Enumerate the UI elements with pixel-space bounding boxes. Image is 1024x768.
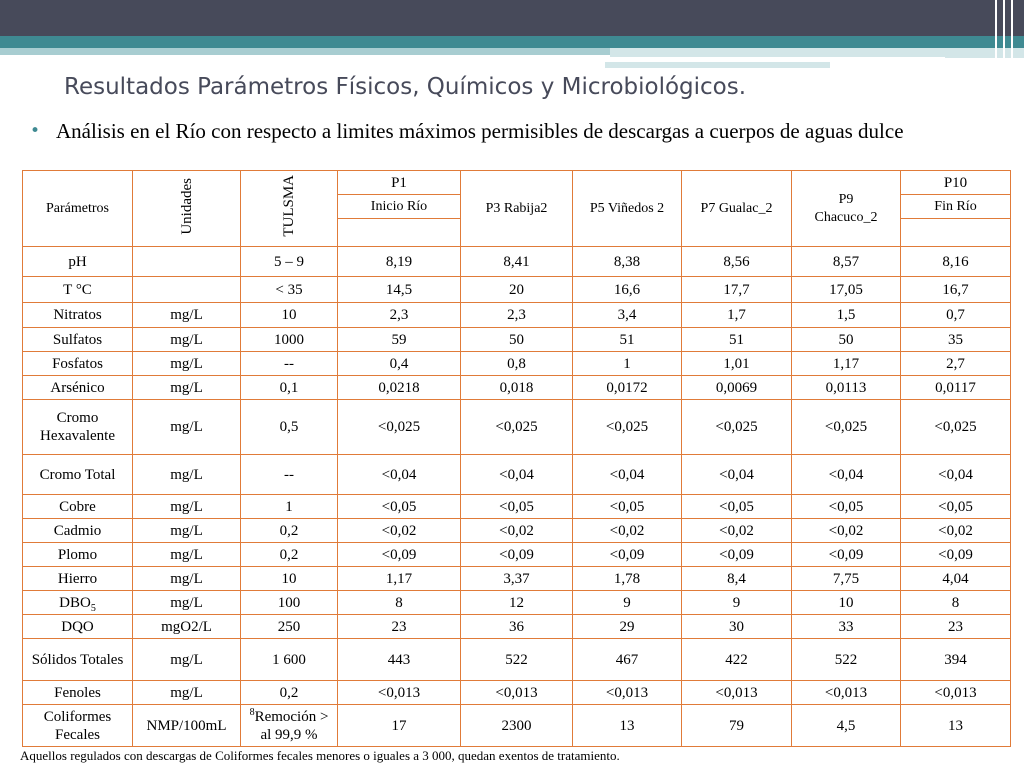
cell-value: 8,56	[682, 247, 792, 277]
cell-unit: mg/L	[133, 376, 241, 400]
cell-parameter: DQO	[23, 615, 133, 639]
accent-stripe-light-2	[605, 62, 830, 68]
cell-value: <0,04	[338, 455, 461, 495]
decor-line	[995, 0, 997, 72]
cell-parameter: Cromo Hexavalente	[23, 400, 133, 455]
cell-parameter: Cobre	[23, 495, 133, 519]
cell-value: 1,01	[682, 352, 792, 376]
table-row	[23, 567, 1011, 591]
cell-value: 16,6	[573, 277, 682, 303]
cell-parameter: Nitratos	[23, 303, 133, 328]
limit-superscript: 8	[249, 706, 255, 718]
cell-parameter: Plomo	[23, 543, 133, 567]
cell-value: <0,04	[792, 455, 901, 495]
cell-limit: < 35	[241, 277, 338, 303]
cell-value: 50	[792, 328, 901, 352]
cell-value: <0,09	[682, 543, 792, 567]
cell-limit: 100	[241, 591, 338, 615]
cell-limit: $^8$Remoción > al 99,9 %	[241, 705, 338, 747]
cell-limit: --	[241, 352, 338, 376]
cell-value: 1,7	[682, 303, 792, 328]
cell-unit: mg/L	[133, 352, 241, 376]
cell-value: 14,5	[338, 277, 461, 303]
cell-value: 20	[461, 277, 573, 303]
cell-value: 7,75	[792, 567, 901, 591]
cell-value: <0,013	[338, 681, 461, 705]
cell-value: 0,018	[461, 376, 573, 400]
cell-parameter: Cadmio	[23, 519, 133, 543]
table-row	[23, 681, 1011, 705]
table-row	[23, 591, 1011, 615]
header-p5: P5 Viñedos 2	[573, 171, 682, 247]
cell-unit: mg/L	[133, 303, 241, 328]
cell-unit: mg/L	[133, 681, 241, 705]
cell-value: 1,78	[573, 567, 682, 591]
cell-value: <0,025	[461, 400, 573, 455]
cell-value: 17	[338, 705, 461, 747]
cell-value: 1,5	[792, 303, 901, 328]
table-row	[23, 376, 1011, 400]
cell-value: 59	[338, 328, 461, 352]
cell-value: 4,5	[792, 705, 901, 747]
table-row	[23, 303, 1011, 328]
cell-value: 30	[682, 615, 792, 639]
cell-limit: 0,2	[241, 519, 338, 543]
cell-value: 2300	[461, 705, 573, 747]
cell-value: 8,4	[682, 567, 792, 591]
cell-parameter: Coliformes Fecales	[23, 705, 133, 747]
cell-parameter: Sólidos Totales	[23, 639, 133, 681]
cell-value: 13	[901, 705, 1011, 747]
cell-unit	[133, 277, 241, 303]
cell-value: 51	[573, 328, 682, 352]
cell-unit: mg/L	[133, 543, 241, 567]
cell-limit: 10	[241, 303, 338, 328]
cell-parameter: $DBO_5$	[23, 591, 133, 615]
table-row	[23, 247, 1011, 277]
cell-value: 13	[573, 705, 682, 747]
header-empty	[338, 219, 461, 247]
cell-value: 9	[573, 591, 682, 615]
cell-value: 1,17	[338, 567, 461, 591]
cell-value: 8,38	[573, 247, 682, 277]
table-row	[23, 400, 1011, 455]
cell-parameter: Hierro	[23, 567, 133, 591]
cell-value: <0,02	[338, 519, 461, 543]
cell-limit: 1	[241, 495, 338, 519]
cell-value: <0,05	[573, 495, 682, 519]
cell-value: <0,02	[461, 519, 573, 543]
cell-value: <0,04	[461, 455, 573, 495]
cell-unit: mg/L	[133, 639, 241, 681]
cell-value: 0,4	[338, 352, 461, 376]
table-row	[23, 519, 1011, 543]
accent-band	[0, 36, 1024, 48]
table-row	[23, 328, 1011, 352]
cell-limit: 5 – 9	[241, 247, 338, 277]
cell-value: <0,02	[573, 519, 682, 543]
cell-value: <0,025	[573, 400, 682, 455]
cell-value: 8,16	[901, 247, 1011, 277]
cell-limit: 0,2	[241, 681, 338, 705]
table-row	[23, 705, 1011, 747]
header-p9-sub: Chacuco_2	[814, 209, 878, 225]
cell-unit: mg/L	[133, 519, 241, 543]
header-p1-sub: Inicio Río	[338, 195, 461, 219]
table-row	[23, 639, 1011, 681]
bullet-marker: •	[30, 121, 41, 141]
cell-value: <0,02	[901, 519, 1011, 543]
cell-unit	[133, 247, 241, 277]
cell-parameter: T °C	[23, 277, 133, 303]
cell-value: <0,05	[901, 495, 1011, 519]
header-p9-label: P9	[838, 191, 854, 207]
cell-value: <0,025	[338, 400, 461, 455]
cell-value: 8,41	[461, 247, 573, 277]
cell-value: 10	[792, 591, 901, 615]
cell-value: <0,02	[792, 519, 901, 543]
cell-value: 16,7	[901, 277, 1011, 303]
accent-gap	[605, 57, 945, 61]
cell-value: 422	[682, 639, 792, 681]
cell-value: <0,05	[682, 495, 792, 519]
cell-limit: 0,1	[241, 376, 338, 400]
cell-value: 51	[682, 328, 792, 352]
cell-value: <0,025	[792, 400, 901, 455]
cell-value: 35	[901, 328, 1011, 352]
decor-line	[1003, 0, 1005, 72]
cell-value: 0,0172	[573, 376, 682, 400]
cell-value: 3,37	[461, 567, 573, 591]
cell-value: <0,02	[682, 519, 792, 543]
cell-value: 17,05	[792, 277, 901, 303]
cell-limit: --	[241, 455, 338, 495]
cell-value: <0,09	[573, 543, 682, 567]
results-table	[22, 170, 1011, 747]
cell-value: <0,09	[461, 543, 573, 567]
cell-value: 23	[338, 615, 461, 639]
header-p10-sub: Fin Río	[901, 195, 1011, 219]
cell-value: <0,09	[901, 543, 1011, 567]
cell-value: 2,3	[338, 303, 461, 328]
decor-line	[1011, 0, 1013, 72]
cell-value: 0,7	[901, 303, 1011, 328]
cell-value: <0,013	[573, 681, 682, 705]
param-subscript: 5	[90, 602, 96, 614]
cell-value: <0,09	[338, 543, 461, 567]
cell-limit: 10	[241, 567, 338, 591]
cell-parameter: pH	[23, 247, 133, 277]
cell-value: 394	[901, 639, 1011, 681]
cell-value: <0,025	[682, 400, 792, 455]
accent-stripe	[0, 48, 610, 55]
cell-value: 2,3	[461, 303, 573, 328]
cell-value: <0,05	[338, 495, 461, 519]
cell-unit: mg/L	[133, 455, 241, 495]
cell-value: 50	[461, 328, 573, 352]
slide-title: Resultados Parámetros Físicos, Químicos y Microbiológicos.	[64, 74, 747, 100]
cell-value: 2,7	[901, 352, 1011, 376]
cell-value: 0,0218	[338, 376, 461, 400]
header-empty	[901, 219, 1011, 247]
cell-value: 36	[461, 615, 573, 639]
header-p1: P1	[338, 171, 461, 195]
cell-value: <0,04	[573, 455, 682, 495]
cell-value: 1	[573, 352, 682, 376]
header-p10: P10	[901, 171, 1011, 195]
cell-value: <0,013	[792, 681, 901, 705]
header-unidades: Unidades	[133, 171, 241, 247]
cell-value: <0,025	[901, 400, 1011, 455]
cell-value: 0,0117	[901, 376, 1011, 400]
cell-value: <0,013	[682, 681, 792, 705]
cell-value: 33	[792, 615, 901, 639]
header-parametros: Parámetros	[23, 171, 133, 247]
cell-unit: mg/L	[133, 567, 241, 591]
cell-value: 8,57	[792, 247, 901, 277]
cell-value: 17,7	[682, 277, 792, 303]
footnote: Aquellos regulados con descargas de Coliformes fecales menores o iguales a 3 000, quedan exentos de tratamiento.	[20, 748, 620, 763]
cell-value: 467	[573, 639, 682, 681]
cell-value: <0,05	[461, 495, 573, 519]
cell-value: 9	[682, 591, 792, 615]
cell-value: <0,05	[792, 495, 901, 519]
bullet-text: Análisis en el Río con respecto a limites máximos permisibles de descargas a cuerpos de aguas dulce	[56, 119, 904, 143]
header-p7: P7 Gualac_2	[682, 171, 792, 247]
cell-value: 0,0069	[682, 376, 792, 400]
cell-value: 29	[573, 615, 682, 639]
cell-value: <0,04	[901, 455, 1011, 495]
header-band	[0, 0, 1024, 36]
header-p9	[792, 171, 901, 247]
header-p3: P3 Rabija2	[461, 171, 573, 247]
cell-value: 23	[901, 615, 1011, 639]
table-row	[23, 543, 1011, 567]
cell-value: 8	[901, 591, 1011, 615]
cell-value: <0,013	[461, 681, 573, 705]
cell-value: 0,0113	[792, 376, 901, 400]
cell-value: 1,17	[792, 352, 901, 376]
cell-value: 12	[461, 591, 573, 615]
cell-value: 522	[461, 639, 573, 681]
cell-limit: 1000	[241, 328, 338, 352]
cell-value: 522	[792, 639, 901, 681]
cell-parameter: Cromo Total	[23, 455, 133, 495]
cell-value: 4,04	[901, 567, 1011, 591]
table-row	[23, 455, 1011, 495]
cell-value: 0,8	[461, 352, 573, 376]
cell-limit: 250	[241, 615, 338, 639]
cell-limit: 0,2	[241, 543, 338, 567]
cell-limit: 0,5	[241, 400, 338, 455]
cell-value: 8,19	[338, 247, 461, 277]
cell-parameter: Fenoles	[23, 681, 133, 705]
cell-value: 8	[338, 591, 461, 615]
cell-unit: mgO2/L	[133, 615, 241, 639]
cell-limit: 1 600	[241, 639, 338, 681]
table-row	[23, 495, 1011, 519]
cell-value: 79	[682, 705, 792, 747]
header-tulsma: TULSMA	[241, 171, 338, 247]
cell-value: <0,09	[792, 543, 901, 567]
cell-unit: mg/L	[133, 591, 241, 615]
cell-parameter: Arsénico	[23, 376, 133, 400]
cell-parameter: Fosfatos	[23, 352, 133, 376]
cell-unit: NMP/100mL	[133, 705, 241, 747]
table-row	[23, 615, 1011, 639]
table-row	[23, 277, 1011, 303]
cell-value: 3,4	[573, 303, 682, 328]
cell-unit: mg/L	[133, 400, 241, 455]
cell-value: 443	[338, 639, 461, 681]
cell-parameter: Sulfatos	[23, 328, 133, 352]
cell-unit: mg/L	[133, 495, 241, 519]
cell-value: <0,04	[682, 455, 792, 495]
cell-unit: mg/L	[133, 328, 241, 352]
table-row	[23, 352, 1011, 376]
cell-value: <0,013	[901, 681, 1011, 705]
